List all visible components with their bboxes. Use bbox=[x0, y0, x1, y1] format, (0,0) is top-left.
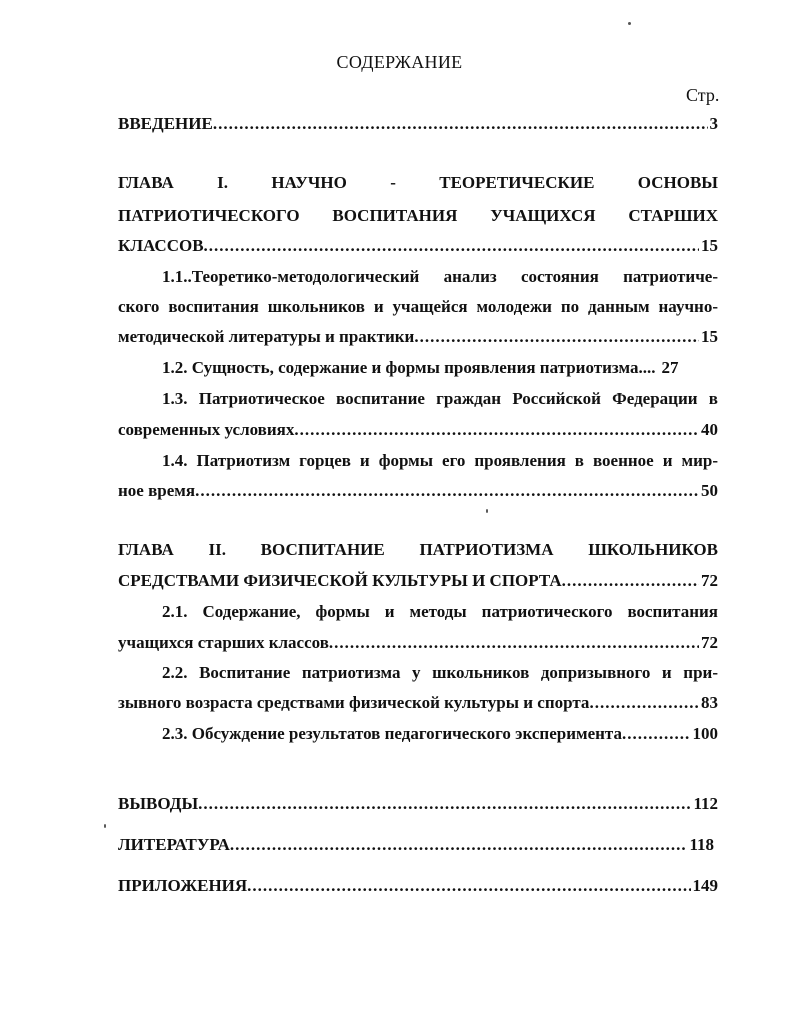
toc-entry-title: ЛИТЕРАТУРА bbox=[118, 835, 230, 854]
dot-leader bbox=[589, 693, 699, 713]
dot-leader bbox=[213, 114, 708, 134]
toc-entry-intro[interactable] bbox=[118, 114, 718, 140]
toc-page-number: 15 bbox=[701, 327, 718, 346]
dot-leader bbox=[622, 724, 691, 744]
toc-entry-section-2-3[interactable] bbox=[162, 724, 718, 750]
toc-page-number: 72 bbox=[701, 571, 718, 590]
toc-entry-title: ВВЕДЕНИЕ bbox=[118, 114, 213, 133]
dot-leader bbox=[414, 327, 699, 347]
dot-leader bbox=[204, 236, 699, 256]
toc-entry-conclusions[interactable] bbox=[118, 794, 718, 820]
toc-page-number: 112 bbox=[693, 794, 718, 813]
toc-entry-title: СРЕДСТВАМИ ФИЗИЧЕСКОЙ КУЛЬТУРЫ И СПОРТА bbox=[118, 571, 562, 590]
toc-entry-appendices[interactable] bbox=[118, 876, 718, 902]
toc-entry-title: 1.2. Сущность, содержание и формы проявления патриотизма.... bbox=[162, 358, 656, 377]
toc-page-number: 83 bbox=[701, 693, 718, 712]
section-1-1-line1[interactable]: 1.1..Теоретико-методологический анализ состояния патриотиче- bbox=[162, 267, 718, 286]
dot-leader bbox=[562, 571, 699, 591]
toc-page-number: 50 bbox=[701, 481, 718, 500]
toc-entry-chapter1[interactable] bbox=[118, 236, 718, 262]
dot-leader bbox=[198, 794, 691, 814]
dot-leader bbox=[329, 633, 699, 653]
section-2-2-line1[interactable]: 2.2. Воспитание патриотизма у школьников допризывного и при- bbox=[162, 663, 718, 682]
toc-entry-title: ное время bbox=[118, 481, 196, 500]
toc-entry-title: 2.3. Обсуждение результатов педагогического эксперимента bbox=[162, 724, 622, 743]
toc-entry-title: зывного возраста средствами физической культуры и спорта bbox=[118, 693, 590, 712]
toc-entry-section-1-2[interactable] bbox=[162, 358, 718, 384]
toc-entry-chapter2[interactable] bbox=[118, 571, 718, 597]
toc-entry-title: учащихся старших классов bbox=[118, 633, 329, 652]
toc-entry-title: ВЫВОДЫ bbox=[118, 794, 199, 813]
chapter1-title-line1[interactable]: ГЛАВА I. НАУЧНО - ТЕОРЕТИЧЕСКИЕ ОСНОВЫ bbox=[118, 173, 718, 192]
scan-speck bbox=[104, 824, 106, 828]
toc-page-number: 40 bbox=[701, 420, 718, 439]
toc-entry-title: КЛАССОВ bbox=[118, 236, 204, 255]
dot-leader bbox=[294, 420, 699, 440]
section-1-3-line1[interactable]: 1.3. Патриотическое воспитание граждан Российской Федерации в bbox=[162, 389, 718, 408]
chapter2-title-line1[interactable]: ГЛАВА II. ВОСПИТАНИЕ ПАТРИОТИЗМА ШКОЛЬНИКОВ bbox=[118, 540, 718, 559]
toc-page-number: 72 bbox=[701, 633, 718, 652]
toc-page-number: 15 bbox=[701, 236, 718, 255]
toc-entry-title: методической литературы и практики bbox=[118, 327, 415, 346]
section-1-1-line2[interactable]: ского воспитания школьников и учащейся молодежи по данным научно- bbox=[118, 297, 718, 316]
scan-speck bbox=[628, 22, 631, 25]
toc-page-number: 118 bbox=[689, 835, 714, 854]
scan-speck bbox=[486, 509, 488, 513]
chapter1-title-line2[interactable]: ПАТРИОТИЧЕСКОГО ВОСПИТАНИЯ УЧАЩИХСЯ СТАРШИХ bbox=[118, 206, 718, 225]
section-2-1-line1[interactable]: 2.1. Содержание, формы и методы патриотического воспитания bbox=[162, 602, 718, 621]
dot-leader bbox=[195, 481, 699, 501]
section-1-4-line1[interactable]: 1.4. Патриотизм горцев и формы его проявления в военное и мир- bbox=[162, 451, 718, 470]
toc-entry-section-2-2[interactable] bbox=[118, 693, 718, 719]
toc-entry-section-2-1[interactable] bbox=[118, 633, 718, 659]
page-title: СОДЕРЖАНИЕ bbox=[336, 52, 463, 72]
toc-entry-section-1-3[interactable] bbox=[118, 420, 718, 446]
toc-page-number: 149 bbox=[692, 876, 718, 895]
toc-entry-section-1-4[interactable] bbox=[118, 481, 718, 507]
dot-leader bbox=[230, 835, 688, 855]
toc-entry-literature[interactable] bbox=[118, 835, 714, 861]
toc-page-number: 27 bbox=[661, 358, 679, 377]
dot-leader bbox=[247, 876, 690, 896]
toc-page-number: 3 bbox=[709, 114, 718, 133]
toc-entry-section-1-1[interactable] bbox=[118, 327, 718, 353]
toc-entry-title: ПРИЛОЖЕНИЯ bbox=[118, 876, 248, 895]
toc-entry-title: современных условиях bbox=[118, 420, 295, 439]
page-column-label: Стр. bbox=[686, 85, 720, 105]
toc-page-number: 100 bbox=[692, 724, 718, 743]
